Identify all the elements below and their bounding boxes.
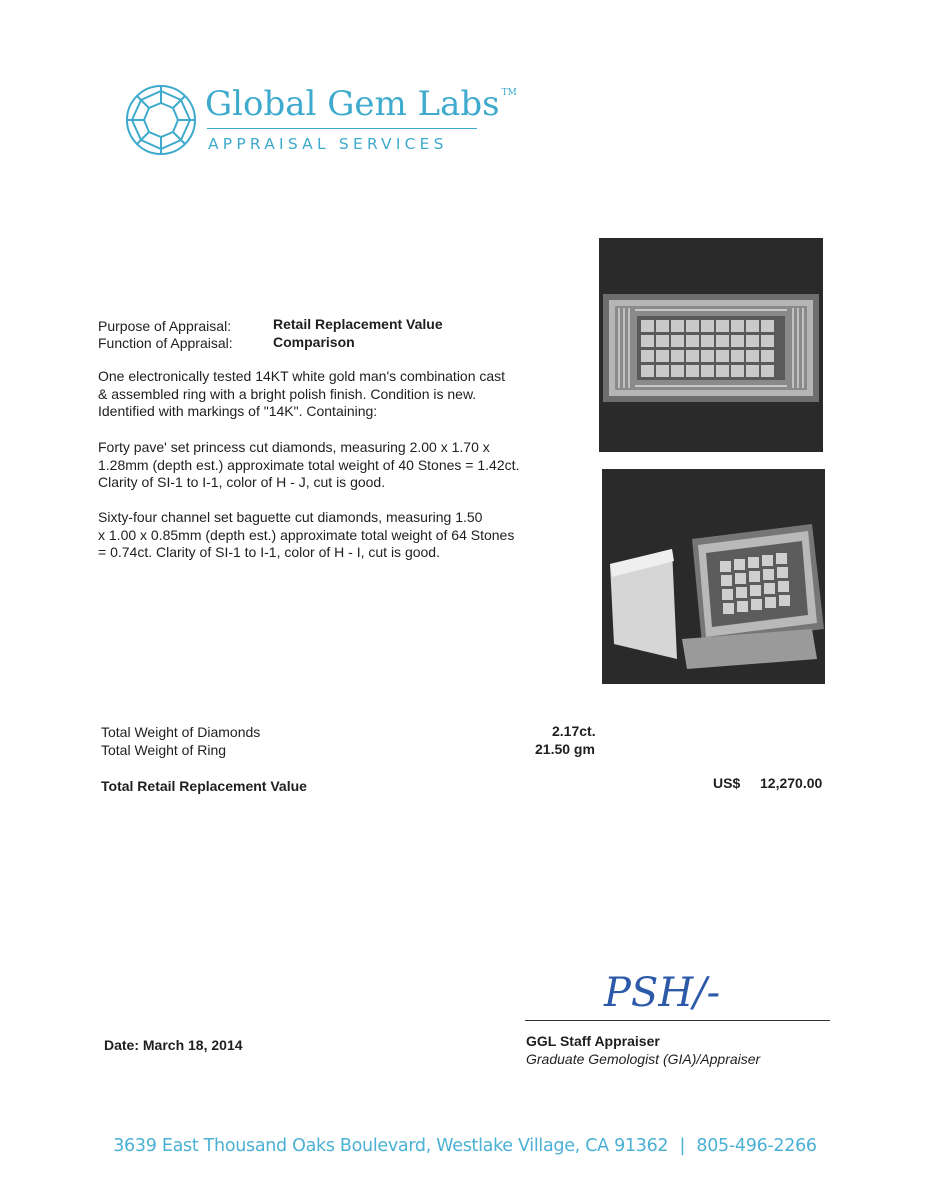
description-line: 1.28mm (depth est.) approximate total weight of 40 Stones = 1.42ct. (98, 456, 520, 473)
signature-text: PSH/- (604, 970, 721, 1016)
purpose-label: Purpose of Appraisal: (98, 318, 232, 334)
description-line: x 1.00 x 0.85mm (depth est.) approximate total weight of 64 Stones (98, 526, 515, 543)
signature-line (525, 1020, 830, 1021)
signature (600, 960, 730, 1020)
appraiser-title: GGL Staff Appraiser (526, 1033, 660, 1049)
ring-side-view-photo (602, 469, 825, 684)
ring-top-view-image (599, 238, 823, 452)
ring-side-view-image (602, 469, 825, 684)
brand-subtitle: APPRAISAL SERVICES (208, 135, 448, 153)
footer-separator: | (679, 1136, 686, 1156)
description-line: = 0.74ct. Clarity of SI-1 to I-1, color of H - I, cut is good. (98, 544, 440, 560)
diamond-weight-value: 2.17ct. (552, 723, 596, 739)
appraisal-date: Date: March 18, 2014 (104, 1037, 243, 1053)
description-line: & assembled ring with a bright polish finish. Condition is new. (98, 385, 477, 402)
currency-label: US$ (713, 775, 741, 791)
footer-contact (0, 1136, 930, 1156)
footer-address: 3639 East Thousand Oaks Boulevard, Westlake Village, CA 91362 (113, 1136, 669, 1156)
retail-value-label: Total Retail Replacement Value (101, 778, 307, 794)
diamond-weight-label: Total Weight of Diamonds (101, 724, 261, 740)
description-line: Clarity of SI-1 to I-1, color of H - J, cut is good. (98, 474, 386, 490)
ring-weight-value: 21.50 gm (535, 741, 595, 757)
description-paragraph-1 (98, 368, 505, 421)
diamond-outline-icon (124, 83, 198, 157)
description-line: Forty pave' set princess cut diamonds, measuring 2.00 x 1.70 x (98, 439, 490, 455)
description-paragraph-2 (98, 439, 519, 492)
description-line: Identified with markings of "14K". Containing: (98, 403, 378, 419)
ring-weight-label: Total Weight of Ring (101, 742, 227, 758)
description-line: One electronically tested 14KT white gold man's combination cast (98, 368, 506, 384)
retail-value-amount: 12,270.00 (760, 775, 823, 791)
purpose-value: Retail Replacement Value (273, 316, 443, 332)
function-value: Comparison (273, 334, 355, 350)
brand-name: Global Gem Labs ™ (205, 84, 517, 124)
brand-divider (207, 128, 477, 129)
ring-top-view-photo (599, 238, 823, 452)
trademark-mark: TM (501, 88, 517, 98)
function-label: Function of Appraisal: (98, 335, 233, 351)
description-line: Sixty-four channel set baguette cut diamonds, measuring 1.50 (98, 509, 483, 525)
footer-phone: 805-496-2266 (696, 1136, 817, 1156)
description-paragraph-3 (98, 509, 514, 562)
appraiser-credentials: Graduate Gemologist (GIA)/Appraiser (526, 1051, 761, 1067)
